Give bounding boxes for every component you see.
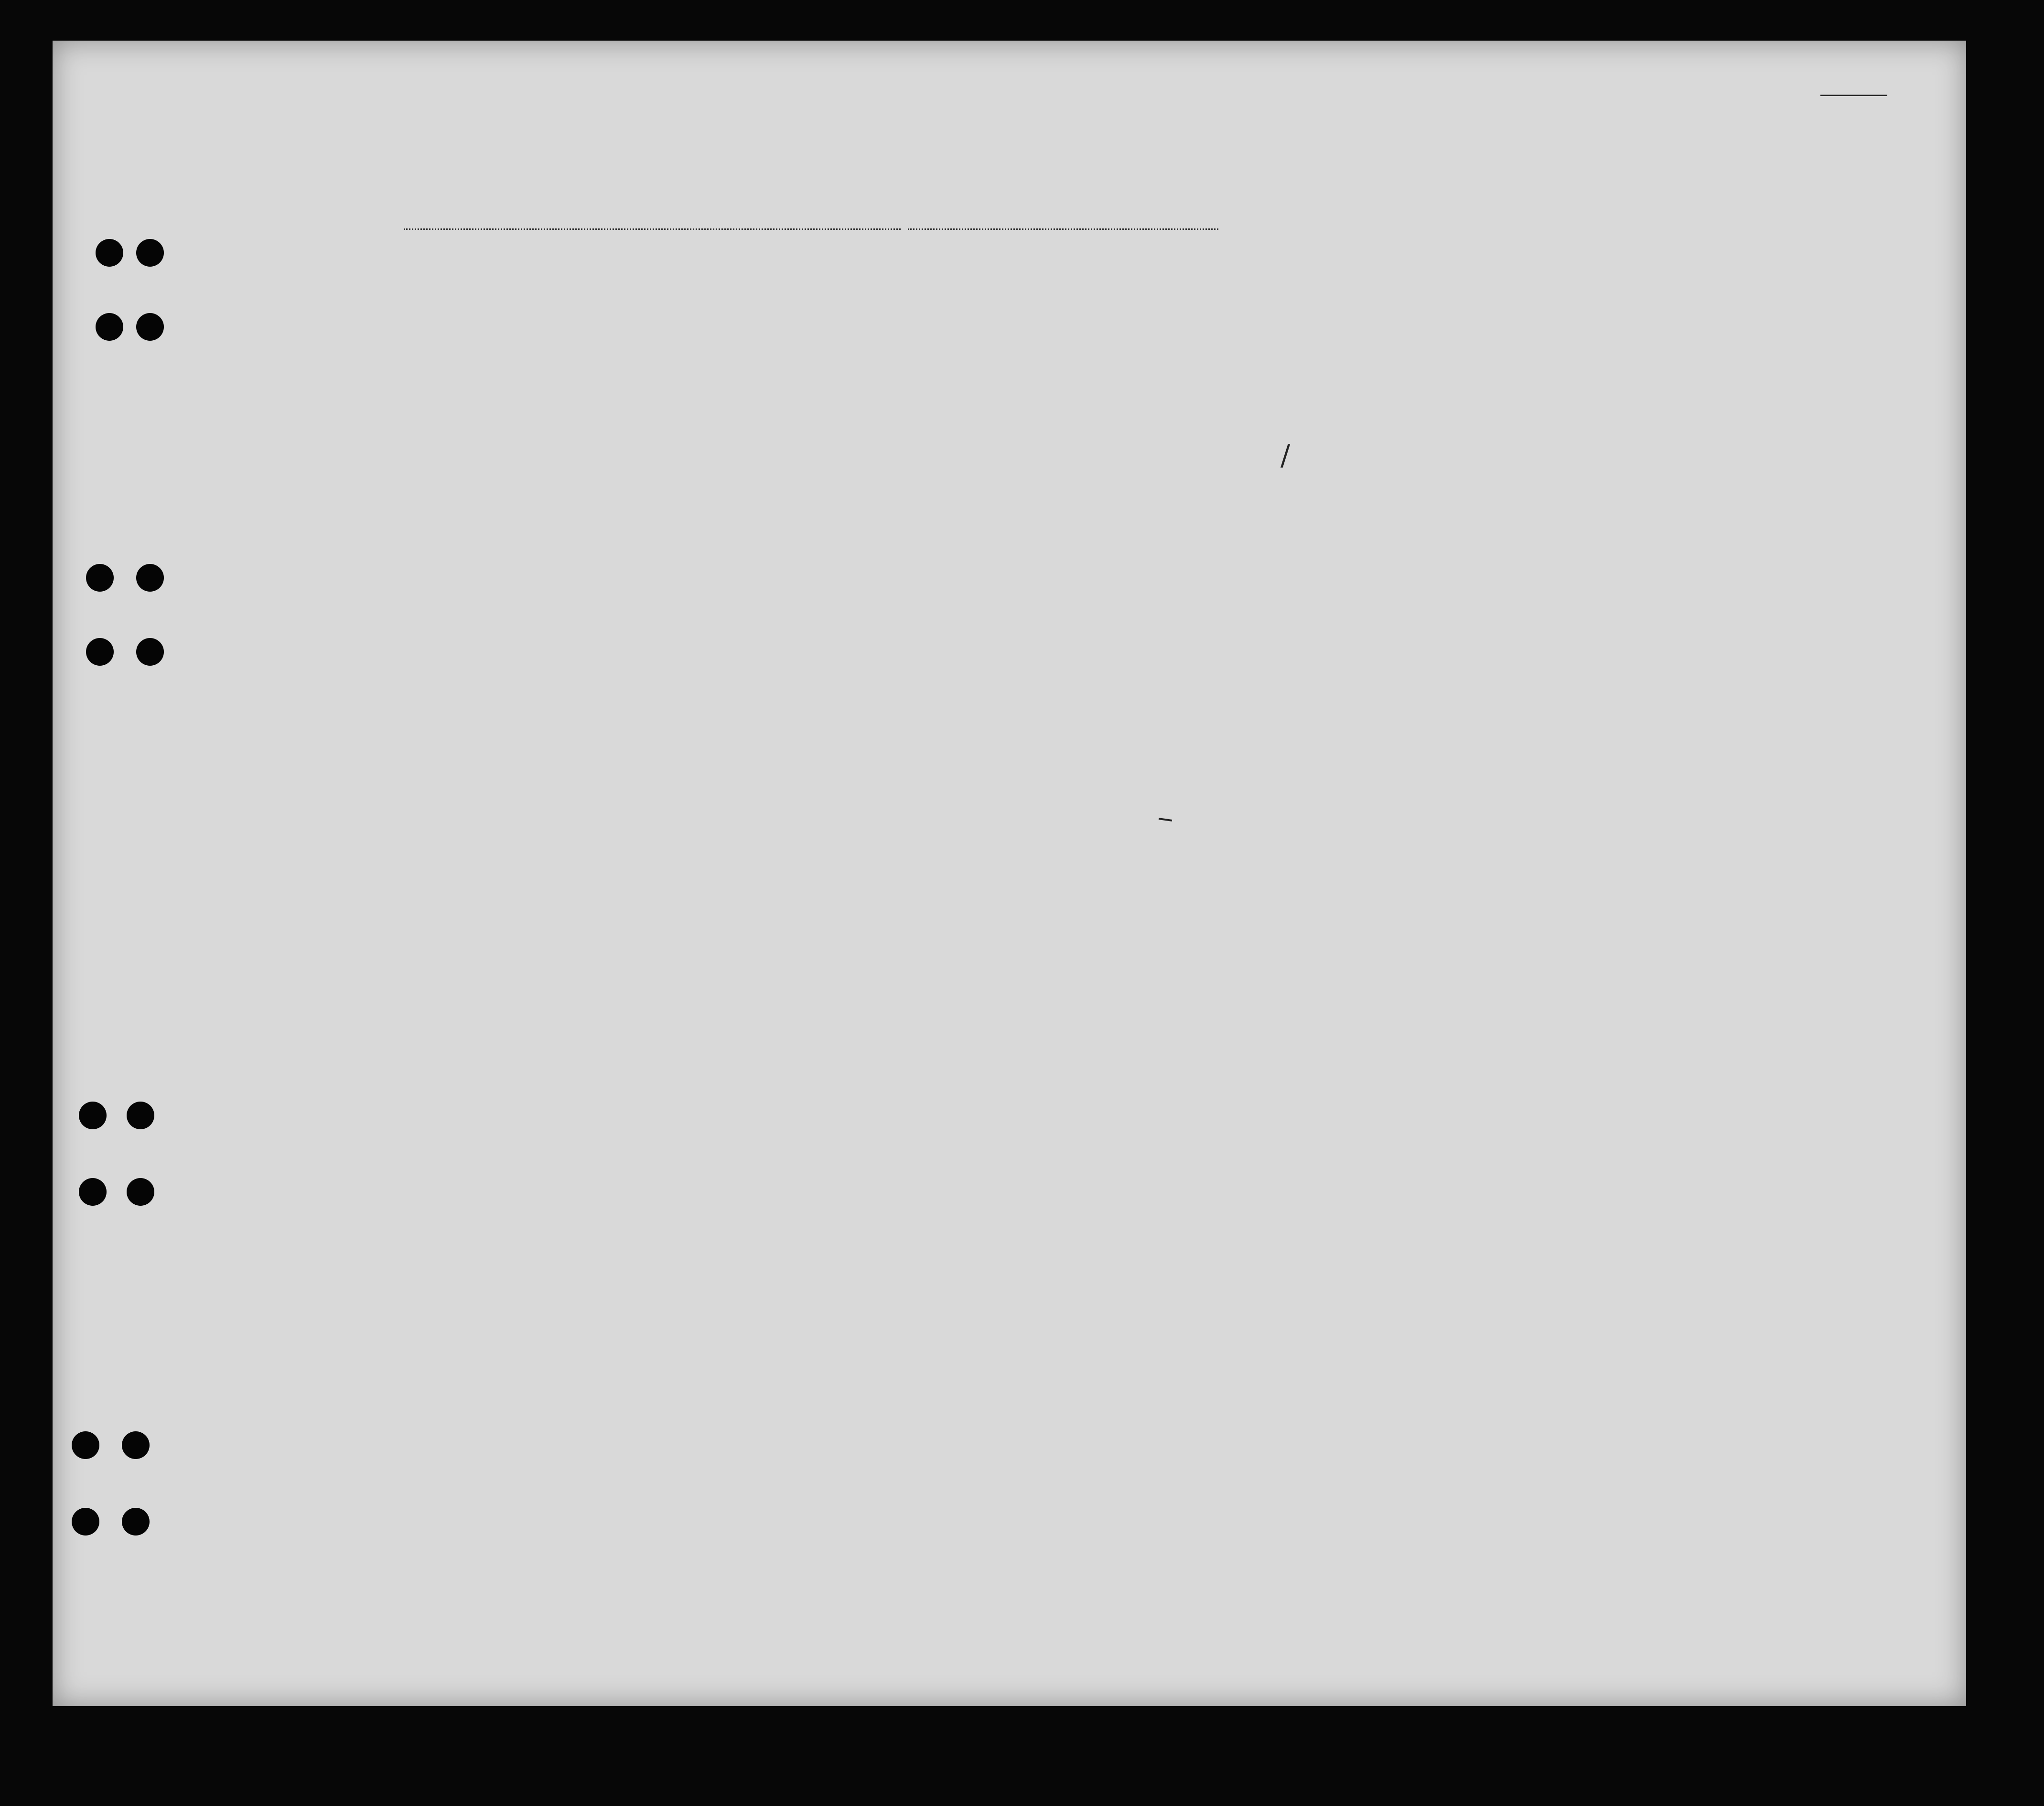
hdr-polygamist (1355, 292, 1374, 416)
hdr-purpose-return (1166, 302, 1199, 417)
hdr-ticket (632, 289, 657, 413)
checkmark-icon: / (1280, 439, 1291, 472)
hdr-inches (1670, 382, 1689, 421)
hdr-prison (1316, 292, 1350, 416)
hdr-purpose-length (1221, 302, 1249, 417)
hdr-feet (1646, 382, 1665, 421)
hdr-anarchist (1376, 292, 1395, 416)
hdr-purpose-citizen (1280, 302, 1309, 417)
hdr-overthrow (1398, 292, 1436, 416)
hdr-offer (1450, 292, 1484, 416)
hdr-deported (1491, 292, 1524, 416)
hdr-fifty-dollars (753, 289, 778, 413)
